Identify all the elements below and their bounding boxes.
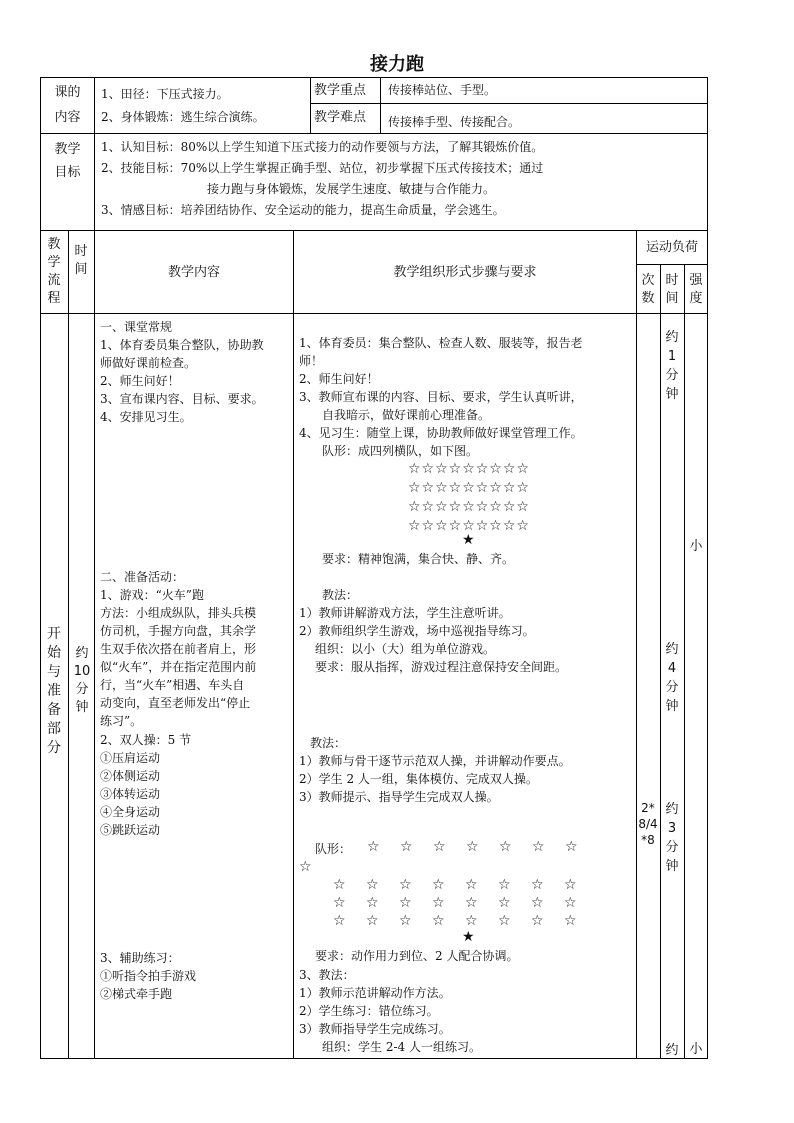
list-item: 师！ [299, 354, 324, 368]
list-item: 1）教师讲解游戏方法，学生注意听讲。 [299, 606, 511, 620]
list-item: ③体转运动 [100, 787, 161, 801]
load-time-1: 约1分钟 [665, 330, 679, 402]
load-intensity-2: 小 [689, 1042, 703, 1057]
key-label: 教学重点 [314, 83, 367, 98]
col-count: 次数 [641, 273, 655, 306]
list-item: 3、教师宣布课的内容、目标、要求，学生认真听讲， [299, 390, 583, 404]
list-item: 3、辅助练习： [100, 951, 180, 965]
col-content: 教学内容 [167, 265, 220, 280]
teacher-star-icon: ★ [462, 929, 475, 945]
list-item: ①听指令拍手游戏 [100, 969, 197, 983]
list-item: 教法： [310, 736, 347, 750]
star-row: ☆ ☆ ☆ ☆ ☆ ☆ ☆ [367, 839, 579, 855]
list-item: 3）教师提示、指导学生完成双人操。 [299, 790, 499, 804]
list-item: 生双手依次搭在前者肩上，形 [100, 642, 257, 656]
list-item: ④全身运动 [100, 805, 161, 819]
list-item: 1）教师示范讲解动作方法。 [299, 986, 451, 1000]
list-item: ②体侧运动 [100, 769, 161, 783]
list-item: 队形：成四列横队，如下图。 [322, 444, 479, 458]
list-item: 要求：服从指挥，游戏过程注意保持安全间距。 [315, 660, 568, 674]
col-duration: 时间 [665, 273, 679, 306]
list-item: 1、体育委员：集合整队、检查人数、服装等，报告老 [299, 336, 583, 350]
star-row: ☆☆☆☆☆☆☆☆☆ [408, 480, 530, 496]
list-item: 练习”。 [100, 714, 143, 728]
list-item: 自我暗示，做好课前心理准备。 [322, 408, 491, 422]
star-row: ☆☆☆☆☆☆☆☆☆ [408, 461, 530, 477]
list-item: 方法：小组成纵队，排头兵模 [100, 606, 257, 620]
list-item: 似“火车”，并在指定范围内前 [100, 660, 257, 674]
col-intensity: 强度 [689, 273, 703, 306]
goal-2-cont: 接力跑与身体锻炼，发展学生速度、敏捷与合作能力。 [207, 182, 496, 196]
star-row: ☆ ☆ ☆ ☆ ☆ ☆ ☆ ☆ [333, 913, 578, 929]
star-row: ☆ ☆ ☆ ☆ ☆ ☆ ☆ ☆ [333, 895, 578, 911]
goal-3: 3、情感目标：培养团结协作、安全运动的能力，提高生命质量，学会逃生。 [101, 203, 505, 217]
col-time: 时间 [74, 244, 88, 277]
col-load: 运动负荷 [645, 240, 698, 255]
list-item: 仿司机，手握方向盘，其余学 [100, 624, 257, 638]
list-item: 2）学生 2 人一组，集体模仿、完成双人操。 [299, 772, 538, 786]
list-item: 组织：以小（大）组为单位游戏。 [315, 642, 496, 656]
load-count: 2*8/4*8 [638, 801, 658, 847]
list-item: ②梯式牵手跑 [100, 987, 173, 1001]
list-item: 行，当“火车”相遇、车头自 [100, 678, 245, 692]
list-item: 1）教师与骨干逐节示范双人操，并讲解动作要点。 [299, 754, 571, 768]
list-item: 3、宣布课内容、目标、要求。 [100, 392, 264, 406]
content-label: 课的内容 [54, 85, 81, 125]
list-item: 一、课堂常规 [100, 320, 173, 334]
list-item: 动变向，直至老师发出“停止 [100, 696, 251, 710]
list-item: ⑤跳跃运动 [100, 823, 161, 837]
col-organization: 教学组织形式步骤与要求 [393, 265, 537, 280]
list-item: 1、游戏：“火车”跑 [100, 588, 204, 602]
list-item: 二、准备活动： [100, 570, 185, 584]
goal-2: 2、技能目标：70%以上学生掌握正确手型、站位，初步掌握下压式传接技术；通过 [101, 161, 544, 175]
section-time: 约10分钟 [73, 646, 91, 715]
star-row: ☆☆☆☆☆☆☆☆☆ [408, 499, 530, 515]
list-item: 2）教师组织学生游戏，场中巡视指导练习。 [299, 624, 535, 638]
goals-label: 教学目标 [54, 142, 81, 180]
page-title: 接力跑 [370, 54, 424, 75]
list-item: 4、见习生：随堂上课，协助教师做好课堂管理工作。 [299, 426, 583, 440]
col-flow: 教学流程 [47, 237, 61, 306]
section-name: 开始与准备部分 [47, 626, 61, 756]
list-item: 1、体育委员集合整队，协助教 [100, 338, 264, 352]
load-time-3: 约3分钟 [665, 802, 679, 874]
difficulty-label: 教学难点 [314, 110, 367, 125]
list-item: 3、教法： [299, 968, 355, 982]
load-time-4: 约 [665, 1043, 679, 1058]
list-item: 2、师生问好！ [100, 374, 180, 388]
star-row: ☆ [299, 859, 313, 875]
list-item: 2、师生问好！ [299, 372, 379, 386]
teacher-star-icon: ★ [462, 532, 475, 548]
star-row: ☆☆☆☆☆☆☆☆☆ [408, 518, 530, 534]
list-item: 3）教师指导学生完成练习。 [299, 1022, 451, 1036]
difficulty-text: 传接棒手型、传接配合。 [388, 115, 521, 129]
list-item: 师做好课前检查。 [100, 356, 197, 370]
key-text: 传接棒站位、手型。 [388, 83, 497, 97]
goal-1: 1、认知目标：80%以上学生知道下压式接力的动作要领与方法，了解其锻炼价值。 [101, 140, 544, 154]
content-line-1: 1、田径：下压式接力。 [101, 87, 229, 101]
list-item: 2、双人操：5 节 [100, 733, 192, 747]
list-item: 4、安排见习生。 [100, 410, 192, 424]
load-intensity-1: 小 [689, 539, 703, 554]
requirement-2: 要求：动作用力到位、2 人配合协调。 [315, 949, 519, 963]
list-item: 组织：学生 2-4 人一组练习。 [322, 1040, 481, 1054]
list-item: 教法： [322, 588, 359, 602]
star-row: ☆ ☆ ☆ ☆ ☆ ☆ ☆ ☆ [333, 877, 578, 893]
formation-label: 队形： [315, 842, 352, 856]
load-time-2: 约4分钟 [665, 642, 679, 714]
list-item: ①压肩运动 [100, 751, 161, 765]
content-line-2: 2、身体锻炼：逃生综合演练。 [101, 110, 265, 124]
requirement-1: 要求：精神饱满，集合快、静、齐。 [322, 552, 515, 566]
list-item: 2）学生练习：错位练习。 [299, 1004, 439, 1018]
